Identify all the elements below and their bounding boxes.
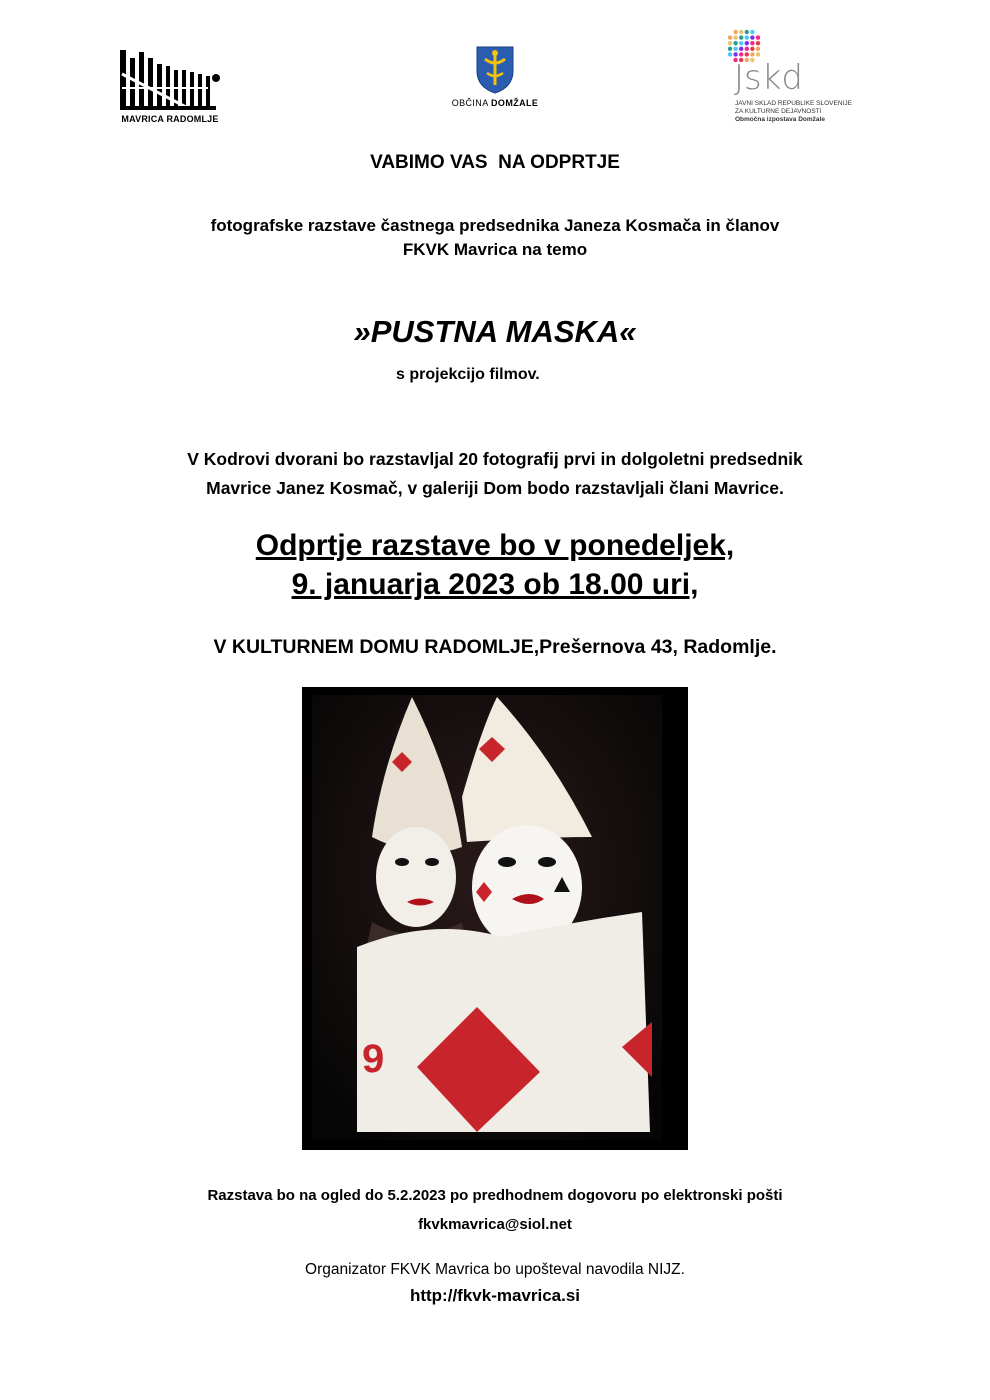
jskd-dot (733, 52, 737, 56)
jskd-dot (739, 30, 743, 34)
jskd-dot (745, 52, 749, 56)
jskd-dot (728, 41, 732, 45)
svg-text:9: 9 (362, 1037, 385, 1081)
jskd-dot (739, 52, 743, 56)
jskd-dot (750, 30, 754, 34)
venue-address: V KULTURNEM DOMU RADOMLJE,Prešernova 43, Radomlje. (213, 636, 777, 658)
subtitle-line-1: fotografske razstave častnega predsednika Janeza Kosmača in članov (210, 216, 780, 235)
projection-note: s projekcijo filmov. (396, 366, 540, 383)
description-line-2: Mavrice Janez Kosmač, v galeriji Dom bodo razstavljali člani Mavrice. (206, 478, 784, 498)
footer-email-link[interactable]: fkvkmavrica@siol.net (418, 1216, 572, 1233)
footer-website-link[interactable]: http://fkvk-mavrica.si (409, 1286, 581, 1305)
jskd-dot (750, 41, 754, 45)
jskd-dot (745, 35, 749, 39)
opening-date-line-1: Odprtje razstave bo v ponedeljek, (255, 529, 735, 562)
jskd-dot (728, 35, 732, 39)
jskd-dot (728, 47, 732, 51)
description-line-1: V Kodrovi dvorani bo razstavljal 20 fotografij prvi in dolgoletni predsednik (187, 449, 803, 469)
jskd-dot (756, 41, 760, 45)
jskd-dot (733, 35, 737, 39)
subtitle-line-2: FKVK Mavrica na temo (402, 240, 588, 259)
domzale-caption-prefix: OBČINA (451, 98, 489, 108)
jskd-dot (733, 41, 737, 45)
jskd-dot (739, 35, 743, 39)
jskd-wordmark: Jskd (734, 58, 804, 98)
jskd-dot (756, 52, 760, 56)
exhibition-title: »PUSTNA MASKA« (353, 314, 637, 349)
exhibition-photo (302, 687, 688, 1150)
jskd-dot (745, 47, 749, 51)
mavrica-logo-caption: MAVRICA RADOMLJE (121, 114, 219, 124)
domzale-caption-bold: DOMŽALE (491, 98, 539, 108)
jskd-dot (750, 52, 754, 56)
jskd-dot (756, 35, 760, 39)
footer-organizer-note: Organizator FKVK Mavrica bo upošteval navodila NIJZ. (305, 1261, 685, 1278)
jskd-line-1: JAVNI SKLAD REPUBLIKE SLOVENIJE (735, 100, 852, 107)
jskd-line-2: ZA KULTURNE DEJAVNOSTI (735, 108, 822, 115)
invite-heading: VABIMO VAS NA ODPRTJE (370, 152, 620, 173)
domzale-logo-caption (420, 98, 570, 108)
jskd-logo (724, 28, 854, 128)
jskd-dot (745, 30, 749, 34)
jskd-dot (739, 41, 743, 45)
mavrica-logo (118, 44, 222, 126)
jskd-dot (733, 30, 737, 34)
mavrica-emblem-icon (118, 44, 222, 112)
jskd-dot (739, 47, 743, 51)
jskd-dot (733, 47, 737, 51)
opening-date-line-2: 9. januarja 2023 ob 18.00 uri, (291, 568, 699, 601)
mime-photo-illustration (302, 687, 688, 1150)
domzale-logo (420, 45, 570, 115)
jskd-dot (728, 52, 732, 56)
jskd-dot (750, 47, 754, 51)
jskd-dot (750, 35, 754, 39)
jskd-line-3: Območna izpostava Domžale (735, 116, 825, 123)
footer-viewing-note: Razstava bo na ogled do 5.2.2023 po predhodnem dogovoru po elektronski pošti (207, 1187, 783, 1204)
jskd-dot (745, 41, 749, 45)
domzale-coat-of-arms-icon (460, 45, 530, 95)
jskd-dot (756, 47, 760, 51)
